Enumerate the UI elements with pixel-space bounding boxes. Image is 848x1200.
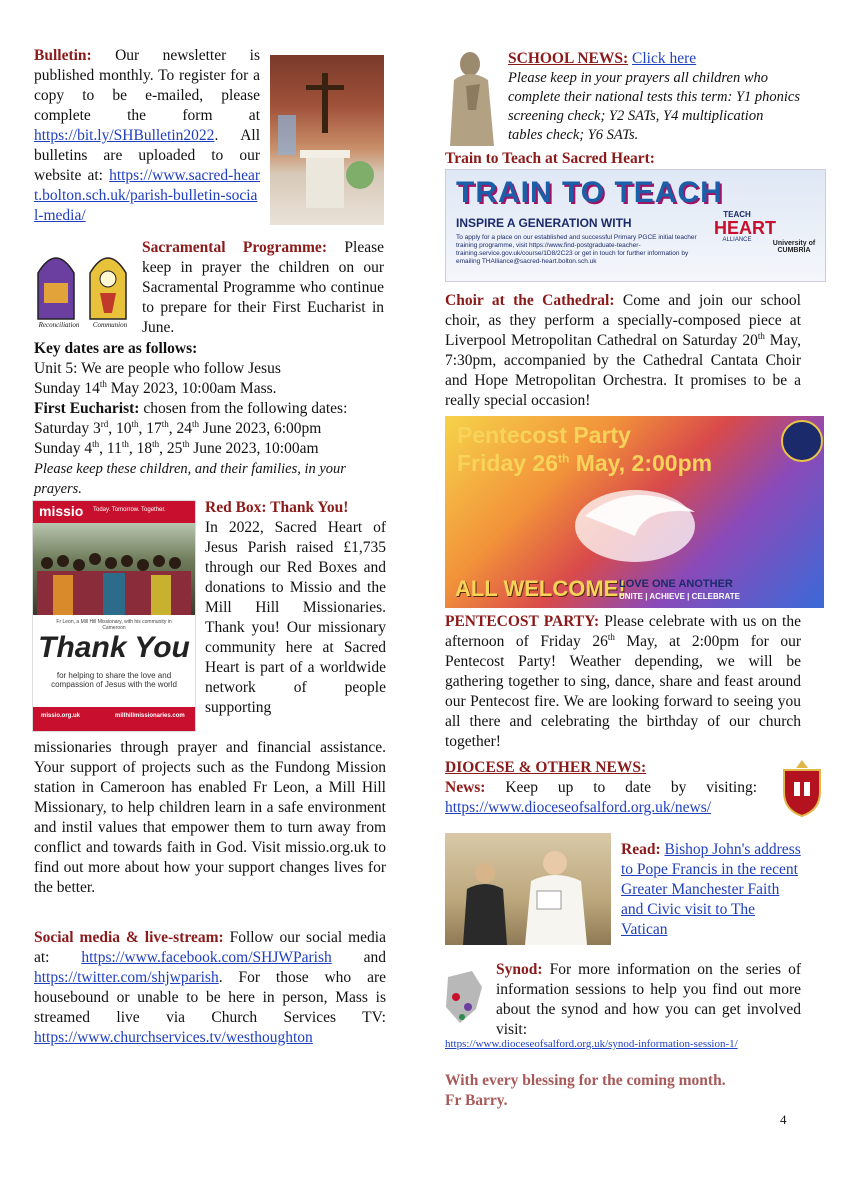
bishop-address-link[interactable]: Bishop John's address to Pope Francis in the recent Greater Manchester Faith and Civic visit to The Vatican bbox=[621, 841, 801, 938]
pentecost-section: PENTECOST PARTY: Please celebrate with us on the afternoon of Friday 26th May, at 2:00pm for our Pentecost Party! Weather depending, we will be gathering together to sing, dance, share and feast around our Pentecost fire. We are looking forward to seeing you all there and celebrating the birthday of our church together! bbox=[445, 613, 801, 750]
synod-link[interactable]: https://www.dioceseofsalford.org.uk/synod-information-session-1/ bbox=[445, 1038, 738, 1050]
diocese-news-link[interactable]: https://www.dioceseofsalford.org.uk/news/ bbox=[445, 799, 712, 816]
missio-thank-you-poster bbox=[32, 500, 196, 732]
sunday-dates-line: Sunday 4th, 11th, 18th, 25th June 2023, 10:00am bbox=[34, 438, 319, 457]
redbox-section bbox=[205, 498, 386, 718]
poster-thank-you: Thank You bbox=[38, 631, 190, 664]
poster-title: Pentecost Party bbox=[457, 422, 631, 448]
facebook-link[interactable]: https://www.facebook.com/SHJWParish bbox=[81, 949, 332, 966]
group-people-icon bbox=[33, 523, 195, 615]
communion-caption: Communion bbox=[92, 321, 128, 329]
read-label: Read: bbox=[621, 841, 661, 858]
key-dates-section bbox=[34, 339, 386, 499]
bulletin-register-link[interactable]: https://bit.ly/SHBulletin2022 bbox=[34, 127, 215, 144]
redbox-heading: Red Box: Thank You! bbox=[205, 499, 349, 516]
synod-link-line bbox=[445, 1038, 805, 1050]
sacraments-image bbox=[34, 243, 134, 335]
first-eucharist-line: First Eucharist: chosen from the following dates: bbox=[34, 400, 348, 417]
mass-date-line: Sunday 14th May 2023, 10:00am Mass. bbox=[34, 378, 277, 397]
redbox-text-bottom: missionaries through prayer and financial assistance. Your support of projects such as the Fundong Mission station in Cameroon has enabled Fr Leon, a Mill Hill Missionary, to help children learn in a safe environment and instil values that empower them to turn away from conflict and towards faith in God. Visit missio.org.uk to find out more about how your support changes lives for the better. bbox=[34, 739, 386, 896]
pope-reading-icon bbox=[445, 833, 611, 945]
news-label: News: bbox=[445, 779, 486, 796]
sacramental-section bbox=[142, 238, 384, 338]
school-news-section bbox=[508, 49, 800, 145]
train-to-teach-heading: Train to Teach at Sacred Heart: bbox=[445, 150, 655, 167]
train-to-teach-banner bbox=[445, 169, 826, 282]
crucifix-icon bbox=[270, 55, 384, 225]
saturday-dates-line: Saturday 3rd, 10th, 17th, 24th June 2023, 6:00pm bbox=[34, 418, 322, 437]
page-number: 4 bbox=[780, 1112, 787, 1127]
bulletin-section bbox=[34, 46, 260, 226]
school-news-link[interactable]: Click here bbox=[632, 50, 697, 67]
missio-photo-caption: Fr Leon, a Mill Hill Missionary, with his community in Cameroon bbox=[56, 619, 172, 631]
diocese-news-section: News: Keep up to date by visiting: https://www.dioceseofsalford.org.uk/news/ bbox=[445, 779, 757, 816]
synod-label: Synod: bbox=[496, 961, 543, 978]
redbox-continued bbox=[34, 738, 386, 898]
synod-section: Synod: For more information on the series of information sessions to help you find out more about the synod and how you can get involved visit: bbox=[496, 961, 801, 1038]
choir-heading: Choir at the Cathedral: bbox=[445, 292, 615, 309]
poster-all-welcome: ALL WELCOME! bbox=[455, 576, 626, 601]
missio-poster-header bbox=[33, 501, 195, 523]
missionary-group-photo bbox=[33, 523, 195, 615]
synod-image bbox=[442, 967, 486, 1027]
closing-blessing: With every blessing for the coming month. Fr Barry. bbox=[445, 1072, 726, 1109]
sacramental-text: Please keep in prayer the children on our Sacramental Programme who continue to prepare for their First Eucharist in June. bbox=[142, 239, 384, 336]
missio-tagline: Today. Tomorrow. Together. bbox=[93, 507, 166, 513]
prayer-line: Please keep these children, and their families, in your prayers. bbox=[34, 461, 346, 497]
churchservices-link[interactable]: https://www.churchservices.tv/westhoughton bbox=[34, 1029, 313, 1046]
bulletin-text-1: Our newsletter is published monthly. To register for a copy to be e-mailed, please complete the form at bbox=[34, 47, 260, 124]
diocese-crest bbox=[778, 758, 826, 818]
poster-subtext: for helping to share the love and compassion of Jesus with the world bbox=[51, 671, 177, 689]
synod-map-icon bbox=[442, 967, 486, 1027]
sacramental-heading: Sacramental Programme: bbox=[142, 239, 327, 256]
millhill-url: millhillmissionaries.com bbox=[115, 713, 185, 719]
redbox-text-top: In 2022, Sacred Heart of Jesus Parish raised £1,735 through our Red Boxes and donations to Missio and the Mill Hill Missionaries. Thank you! Our missionary community here at Sacred Heart is part of a worldwide network of people supporting bbox=[205, 519, 386, 716]
twitter-link[interactable]: https://twitter.com/shjwparish bbox=[34, 969, 219, 986]
social-media-section: Social media & live-stream: Follow our social media at: https://www.facebook.com/SHJWParish and https://twitter.com/shjwparish. For those who are housebound or unable to be here in person, Mass is streamed live via Church Services TV: https://www.churchservices.tv/westhoughton bbox=[34, 929, 386, 1046]
missio-poster-footer bbox=[33, 707, 195, 731]
statue-image bbox=[446, 50, 502, 148]
school-news-heading: SCHOOL NEWS: bbox=[508, 50, 629, 67]
church-altar-image bbox=[270, 55, 384, 225]
pentecost-heading: PENTECOST PARTY: bbox=[445, 613, 600, 630]
pope-francis-photo bbox=[445, 833, 611, 945]
teach-heart-logo: TEACH HEART ALLIANCE bbox=[714, 210, 776, 243]
banner-apply-text: To apply for a place on our established and successful Primary PGCE initial teacher training programme, visit https://www.find-postgraduate-teacher-training.service.gov.uk/course/1D8/2C23 or get in touch for further information by emailing THAlliance@sacred-heart.bolton.sch.uk bbox=[456, 234, 697, 265]
bulletin-text-2: . All bulletins are uploaded to our website at: bbox=[34, 127, 260, 184]
school-crest-icon bbox=[781, 420, 823, 462]
missio-url: missio.org.uk bbox=[41, 713, 81, 719]
banner-title: TRAIN TO TEACH bbox=[456, 176, 723, 209]
bulletin-website-link[interactable]: https://www.sacred-heart.bolton.sch.uk/parish-bulletin-social-media/ bbox=[34, 167, 260, 224]
missio-brand: missio bbox=[39, 503, 84, 519]
reconciliation-caption: Reconciliation bbox=[38, 321, 80, 329]
poster-date: Friday 26th May, 2:00pm bbox=[457, 450, 713, 476]
choir-section: Choir at the Cathedral: Come and join our school choir, as they perform a specially-composed piece at Liverpool Metropolitan Cathedral on Saturday 20th May, 7:30pm, accompanied by the Cathedral Cantata Choir and Hope Metropolitan Orchestra. It promises to be a really special occasion! bbox=[445, 292, 802, 409]
diocese-shield-icon bbox=[778, 758, 826, 818]
unit-line: Unit 5: We are people who follow Jesus bbox=[34, 360, 281, 377]
social-heading: Social media & live-stream: bbox=[34, 929, 224, 946]
pentecost-party-poster bbox=[445, 416, 824, 608]
poster-love-one-another: LOVE ONE ANOTHER bbox=[619, 578, 733, 590]
school-news-text: Please keep in your prayers all children who complete their national tests this term: Y1 phonics screening check; Y2 SATs, Y4 multiplication tables check; Y6 SATs. bbox=[508, 70, 800, 143]
key-dates-heading: Key dates are as follows: bbox=[34, 340, 198, 357]
poster-motto: UNITE | ACHIEVE | CELEBRATE bbox=[619, 592, 740, 601]
diocese-heading: DIOCESE & OTHER NEWS: bbox=[445, 759, 647, 776]
bulletin-heading: Bulletin: bbox=[34, 47, 92, 64]
read-section bbox=[621, 840, 801, 940]
banner-subtitle: INSPIRE A GENERATION WITH bbox=[456, 216, 632, 230]
cumbria-logo: University of CUMBRIA bbox=[772, 240, 816, 254]
praying-statue-icon bbox=[446, 50, 502, 148]
